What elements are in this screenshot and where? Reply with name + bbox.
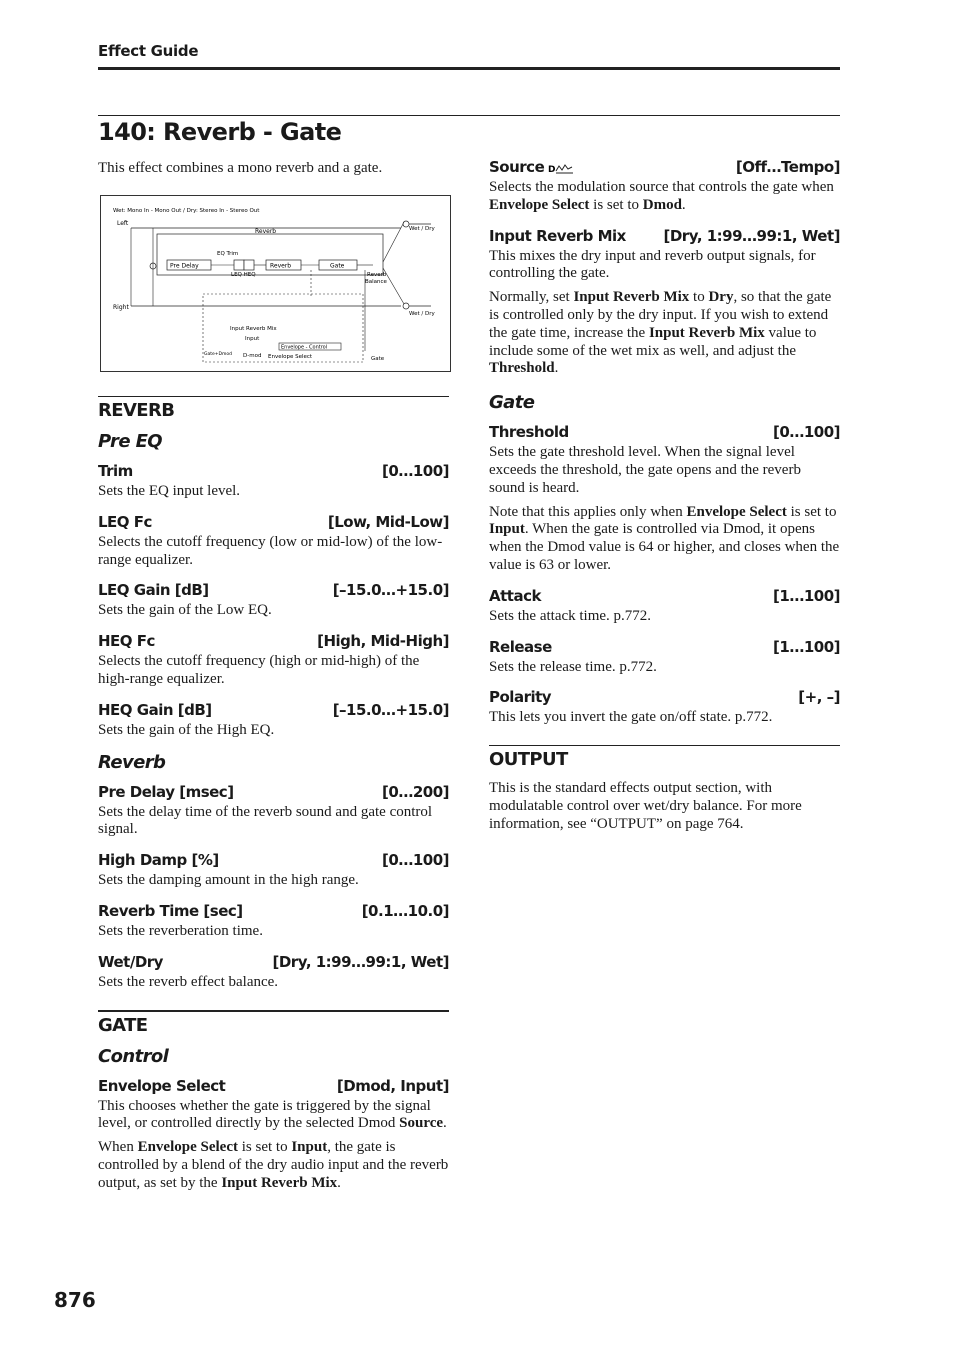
diagram-reverb-balance-1: Reverb [367, 272, 387, 278]
param-trim [98, 462, 449, 480]
param-range: [Dry, 1:99…99:1, Wet] [272, 952, 449, 971]
param-name: High Damp [%] [98, 851, 219, 870]
param-range: [–15.0…+15.0] [332, 700, 449, 719]
param-name: HEQ Gain [dB] [98, 700, 212, 719]
param-name: Polarity [489, 688, 552, 707]
param-range: [0…100] [382, 851, 449, 870]
subsection-reverb: Reverb [98, 751, 166, 773]
param-heq-gain [98, 701, 449, 719]
param-desc: Sets the delay time of the reverb sound and gate control signal. [98, 803, 433, 838]
subsection-pre-eq: Pre EQ [98, 431, 162, 452]
diagram-gate-block: Gate [330, 262, 345, 270]
param-release [489, 638, 840, 656]
param-range: [0…200] [382, 782, 449, 801]
param-name: Pre Delay [msec] [98, 782, 234, 801]
diagram-wet-dry-1: Wet / Dry [409, 226, 435, 232]
diagram-reverb-block: Reverb [270, 262, 292, 270]
param-desc: Normally, set Input Reverb Mix to Dry, so that the gate is controlled only by the dry input. If you wish to extend the gate time, increase the Input Reverb Mix value to include some of the wet mix as well, and adjust the Threshold. [489, 289, 832, 377]
intro-text: This effect combines a mono reverb and a gate. [98, 160, 383, 176]
section-reverb: REVERB [98, 396, 449, 421]
param-desc: Sets the reverberation time. [98, 922, 263, 939]
param-desc: Selects the modulation source that controls the gate when Envelope Select is set to Dmod. [489, 179, 834, 213]
param-wet-dry [98, 953, 449, 971]
param-range: [Off…Tempo] [735, 158, 840, 176]
param-heq-fc [98, 632, 449, 650]
param-desc: Sets the reverb effect balance. [98, 973, 279, 990]
param-range: [1…100] [773, 586, 840, 605]
param-name: Release [489, 637, 552, 656]
section-gate: GATE [98, 1010, 449, 1036]
param-range: [+, –] [798, 688, 840, 707]
param-desc: Sets the release time. p.772. [489, 658, 657, 675]
svg-text:D: D [548, 164, 556, 174]
diagram-reverb-top: Reverb [255, 228, 277, 235]
diagram-env-control: Envelope - Control [281, 344, 328, 351]
param-range: [0…100] [382, 462, 449, 480]
param-name: Input Reverb Mix [489, 226, 626, 245]
param-desc: Sets the damping amount in the high range. [98, 872, 359, 889]
param-leq-fc [98, 513, 449, 531]
param-desc: Sets the gain of the High EQ. [98, 721, 275, 738]
param-threshold [489, 423, 840, 441]
param-desc: Selects the cutoff frequency (high or mid-high) of the high-range equalizer. [98, 653, 420, 687]
param-pre-delay [98, 783, 449, 801]
page-number: 876 [54, 1288, 96, 1312]
param-name: LEQ Fc [98, 512, 152, 531]
section-output: OUTPUT [489, 745, 840, 770]
param-desc: Sets the EQ input level. [98, 483, 241, 499]
signal-flow-diagram [100, 195, 451, 372]
diagram-gate-dmod: Gate+Dmod [204, 352, 233, 357]
output-desc: This is the standard effects output section, with modulatable control over wet/dry balance. For more information, see “OUTPUT” on page 764. [489, 780, 802, 832]
param-range: [0.1…10.0] [361, 901, 449, 920]
title-rule [98, 115, 840, 116]
param-name: LEQ Gain [dB] [98, 581, 209, 600]
diagram-env-select: Envelope Select [268, 354, 313, 360]
param-input-reverb-mix [489, 227, 840, 245]
diagram-wet-dry-2: Wet / Dry [409, 311, 435, 317]
diagram-dmod: D-mod [243, 353, 262, 359]
param-leq-gain [98, 581, 449, 599]
param-desc: Sets the gate threshold level. When the signal level exceeds the threshold, the gate opens and the reverb sound is heard. [489, 444, 801, 496]
param-polarity [489, 688, 840, 706]
param-desc: This mixes the dry input and reverb output signals, for controlling the gate. [489, 247, 816, 282]
param-desc: Note that this applies only when Envelope Select is set to Input. When the gate is controlled via Dmod, it opens when the Dmod value is 64 or higher, and closes when the value is 63 or lower. [489, 503, 840, 573]
left-column [98, 396, 449, 1205]
param-range: [Dmod, Input] [336, 1076, 449, 1095]
param-range: [–15.0…+15.0] [332, 581, 449, 600]
param-desc: Selects the cutoff frequency (low or mid-low) of the low-range equalizer. [98, 533, 443, 568]
param-source [489, 158, 840, 176]
diagram-left-label: Left [117, 220, 129, 227]
param-desc: Sets the attack time. p.772. [489, 607, 652, 624]
param-name: Reverb Time [sec] [98, 901, 243, 920]
diagram-leq-heq: LEQ HEQ [231, 272, 256, 278]
param-reverb-time [98, 902, 449, 920]
param-range: [Low, Mid-Low] [327, 512, 449, 531]
diagram-top-label: Wet: Mono In - Mono Out / Dry: Stereo In - Stereo Out [113, 208, 260, 214]
header-rule [98, 67, 840, 70]
diagram-pre-delay: Pre Delay [170, 262, 199, 270]
subsection-gate: Gate [489, 392, 535, 414]
param-envelope-select [98, 1077, 449, 1095]
page-title: 140: Reverb - Gate [98, 118, 342, 146]
right-column [489, 158, 840, 846]
param-name: Threshold [489, 423, 569, 442]
header-label: Effect Guide [98, 42, 199, 60]
param-name: Attack [489, 586, 541, 605]
param-name: Envelope Select [98, 1076, 226, 1095]
param-desc: Sets the gain of the Low EQ. [98, 602, 272, 619]
subsection-control: Control [98, 1045, 169, 1067]
param-range: [High, Mid-High] [317, 632, 449, 651]
param-desc: This lets you invert the gate on/off state. p.772. [489, 709, 773, 726]
dmod-icon [548, 162, 574, 174]
param-range: [Dry, 1:99…99:1, Wet] [663, 226, 840, 245]
diagram-right-label: Right [113, 304, 129, 311]
param-attack [489, 587, 840, 605]
param-desc: This chooses whether the gate is triggered by the signal level, or controlled directly by the selected Dmod Source. [98, 1097, 447, 1132]
param-range: [1…100] [773, 637, 840, 656]
param-name: Source [489, 158, 545, 176]
diagram-eq-trim: EQ Trim [217, 251, 239, 257]
diagram-reverb-balance-2: Balance [365, 279, 387, 285]
param-name: HEQ Fc [98, 632, 155, 651]
param-range: [0…100] [773, 423, 840, 442]
param-desc: When Envelope Select is set to Input, the gate is controlled by a blend of the dry audio input and the reverb output, as set by the Input Reverb Mix. [98, 1139, 449, 1191]
param-name: Wet/Dry [98, 952, 163, 971]
param-name: Trim [98, 462, 133, 480]
diagram-gate-label: Gate [371, 356, 385, 362]
diagram-input: Input [245, 336, 260, 342]
diagram-input-reverb-mix: Input Reverb Mix [230, 326, 277, 332]
param-high-damp [98, 851, 449, 869]
